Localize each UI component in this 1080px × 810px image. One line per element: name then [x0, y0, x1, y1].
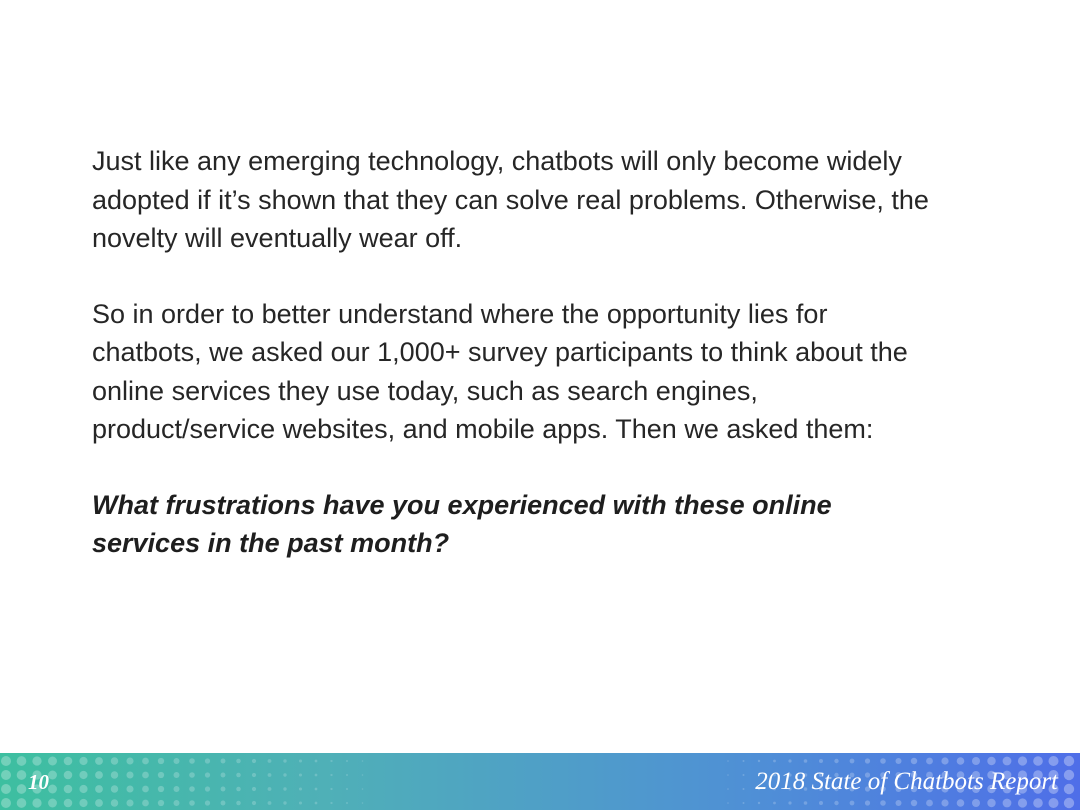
pattern-dot [174, 800, 180, 806]
pattern-dot [158, 758, 164, 764]
pattern-dot [17, 756, 27, 766]
pattern-dot [346, 774, 348, 776]
pattern-dot [268, 787, 272, 791]
pattern-dot [743, 788, 745, 790]
pattern-dot [804, 759, 808, 763]
pattern-dot [221, 759, 226, 764]
pattern-dot [79, 757, 87, 765]
pattern-dot [330, 760, 332, 762]
pattern-dot [17, 770, 27, 780]
pattern-dot [362, 760, 364, 762]
body-text [92, 142, 952, 563]
pattern-dot [64, 757, 73, 766]
pattern-dot [189, 786, 195, 792]
pattern-dot [64, 785, 73, 794]
pattern-dot [174, 786, 180, 792]
pattern-dot [346, 760, 348, 762]
pattern-dot [189, 772, 195, 778]
pattern-dot [957, 757, 965, 765]
pattern-dot [252, 773, 256, 777]
pattern-dot [221, 787, 226, 792]
pattern-dot [758, 802, 760, 804]
pattern-dot [1, 756, 11, 766]
pattern-dot [95, 799, 103, 807]
pattern-dot [850, 759, 855, 764]
pattern-dot [911, 758, 917, 764]
pattern-dot [727, 788, 729, 790]
pattern-dot [727, 802, 729, 804]
pattern-dot [880, 758, 886, 764]
pattern-dot [926, 800, 933, 807]
pattern-dot [268, 773, 272, 777]
pattern-dot [834, 801, 838, 805]
pattern-dot [111, 771, 118, 778]
pattern-dot [158, 772, 164, 778]
pattern-dot [834, 759, 838, 763]
pattern-dot [142, 786, 149, 793]
pattern-dot [236, 759, 241, 764]
pattern-dot [957, 799, 965, 807]
pattern-dot [79, 771, 87, 779]
pattern-dot [1049, 756, 1059, 766]
pattern-dot [79, 785, 87, 793]
survey-paragraph: So in order to better understand where the opportunity lies for chatbots, we asked our 1,000+ survey participants to think about the online services they use today, such as search engines, product/service websites, and mobile apps. Then we asked them: [92, 298, 908, 444]
pattern-dot [142, 758, 149, 765]
pattern-dot [788, 759, 791, 762]
pattern-dot [252, 787, 256, 791]
pattern-dot [743, 760, 745, 762]
pattern-dot [880, 800, 886, 806]
pattern-dot [252, 759, 256, 763]
pattern-dot [1064, 798, 1074, 808]
pattern-dot [1, 784, 11, 794]
pattern-dot [743, 802, 745, 804]
pattern-dot [773, 802, 776, 805]
pattern-dot [362, 802, 364, 804]
pattern-dot [972, 799, 980, 807]
pattern-dot [330, 788, 332, 790]
pattern-dot [865, 758, 870, 763]
footer-bar [0, 753, 1080, 810]
pattern-dot [362, 788, 364, 790]
pattern-dot [95, 757, 103, 765]
pattern-dot [315, 788, 318, 791]
pattern-dot [896, 758, 902, 764]
pattern-dot [819, 801, 823, 805]
pattern-dot [758, 760, 760, 762]
pattern-dot [330, 802, 332, 804]
report-title: 2018 State of Chatbots Report [755, 768, 1058, 795]
pattern-dot [819, 759, 823, 763]
pattern-dot [64, 799, 73, 808]
pattern-dot [1033, 798, 1043, 808]
pattern-dot [346, 802, 348, 804]
pattern-dot [48, 799, 57, 808]
pattern-dot [236, 773, 241, 778]
pattern-dot [48, 771, 57, 780]
pattern-dot [850, 801, 855, 806]
pattern-dot [111, 785, 118, 792]
pattern-dot [299, 759, 302, 762]
pattern-dot [48, 757, 57, 766]
survey-question: What frustrations have you experienced with these online services in the past month? [92, 489, 832, 558]
pattern-dot [1064, 756, 1074, 766]
pattern-dot [111, 757, 118, 764]
pattern-dot [346, 788, 348, 790]
pattern-dot [221, 801, 226, 806]
pattern-dot [236, 801, 241, 806]
pattern-dot [205, 758, 210, 763]
pattern-dot [330, 774, 332, 776]
pattern-dot [17, 784, 27, 794]
pattern-dot [205, 786, 210, 791]
pattern-dot [362, 774, 364, 776]
pattern-dot [268, 801, 272, 805]
pattern-dot [896, 800, 902, 806]
pattern-dot [299, 787, 302, 790]
pattern-dot [205, 772, 210, 777]
pattern-dot [1, 770, 11, 780]
pattern-dot [221, 773, 226, 778]
pattern-dot [315, 774, 318, 777]
intro-paragraph: Just like any emerging technology, chatbots will only become widely adopted if it’s shown that they can solve real problems. Otherwise, the novelty will eventually wear off. [92, 146, 929, 253]
pattern-dot [941, 799, 948, 806]
pattern-dot [1064, 770, 1074, 780]
pattern-dot [941, 757, 948, 764]
pattern-dot [205, 800, 210, 805]
pattern-dot [126, 799, 133, 806]
pattern-dot [95, 771, 103, 779]
pattern-dot [804, 801, 808, 805]
pattern-dot [1003, 799, 1012, 808]
pattern-dot [865, 800, 870, 805]
pattern-dot [788, 801, 791, 804]
pattern-dot [32, 798, 41, 807]
pattern-dot [1049, 798, 1059, 808]
pattern-dot [126, 785, 133, 792]
pattern-dot [142, 772, 149, 779]
pattern-dot [283, 759, 286, 762]
pattern-dot [743, 774, 745, 776]
pattern-dot [189, 800, 195, 806]
pattern-dot [17, 798, 27, 808]
pattern-dot [727, 760, 729, 762]
pattern-dot [1064, 784, 1074, 794]
pattern-dot [95, 785, 103, 793]
pattern-dot [79, 799, 87, 807]
pattern-dot [283, 773, 286, 776]
pattern-dot [189, 758, 195, 764]
pattern-dot [126, 771, 133, 778]
pattern-dot [174, 772, 180, 778]
pattern-dot [252, 801, 256, 805]
pattern-dot [48, 785, 57, 794]
pattern-dot [142, 800, 149, 807]
pattern-dot [911, 800, 917, 806]
pattern-dot [158, 800, 164, 806]
pattern-dot [64, 771, 73, 780]
pattern-dot [1033, 756, 1043, 766]
pattern-dot [283, 801, 286, 804]
pattern-dot [987, 799, 995, 807]
pattern-dot [111, 799, 118, 806]
pattern-dot [1018, 798, 1027, 807]
pattern-dot [315, 802, 318, 805]
pattern-dot [727, 774, 729, 776]
pattern-dot [126, 757, 133, 764]
pattern-dot [987, 757, 995, 765]
pattern-dot [283, 787, 286, 790]
pattern-dot [926, 758, 933, 765]
pattern-dot [32, 756, 41, 765]
pattern-dot [158, 786, 164, 792]
pattern-dot [299, 773, 302, 776]
pattern-dot [174, 758, 180, 764]
page-number: 10 [28, 770, 49, 794]
pattern-dot [315, 760, 318, 763]
pattern-dot [236, 787, 241, 792]
pattern-dot [773, 760, 776, 763]
pattern-dot [1018, 756, 1027, 765]
pattern-dot [268, 759, 272, 763]
pattern-dot [1003, 757, 1012, 766]
pattern-dot [299, 801, 302, 804]
pattern-dot [972, 757, 980, 765]
pattern-dot [1, 798, 11, 808]
